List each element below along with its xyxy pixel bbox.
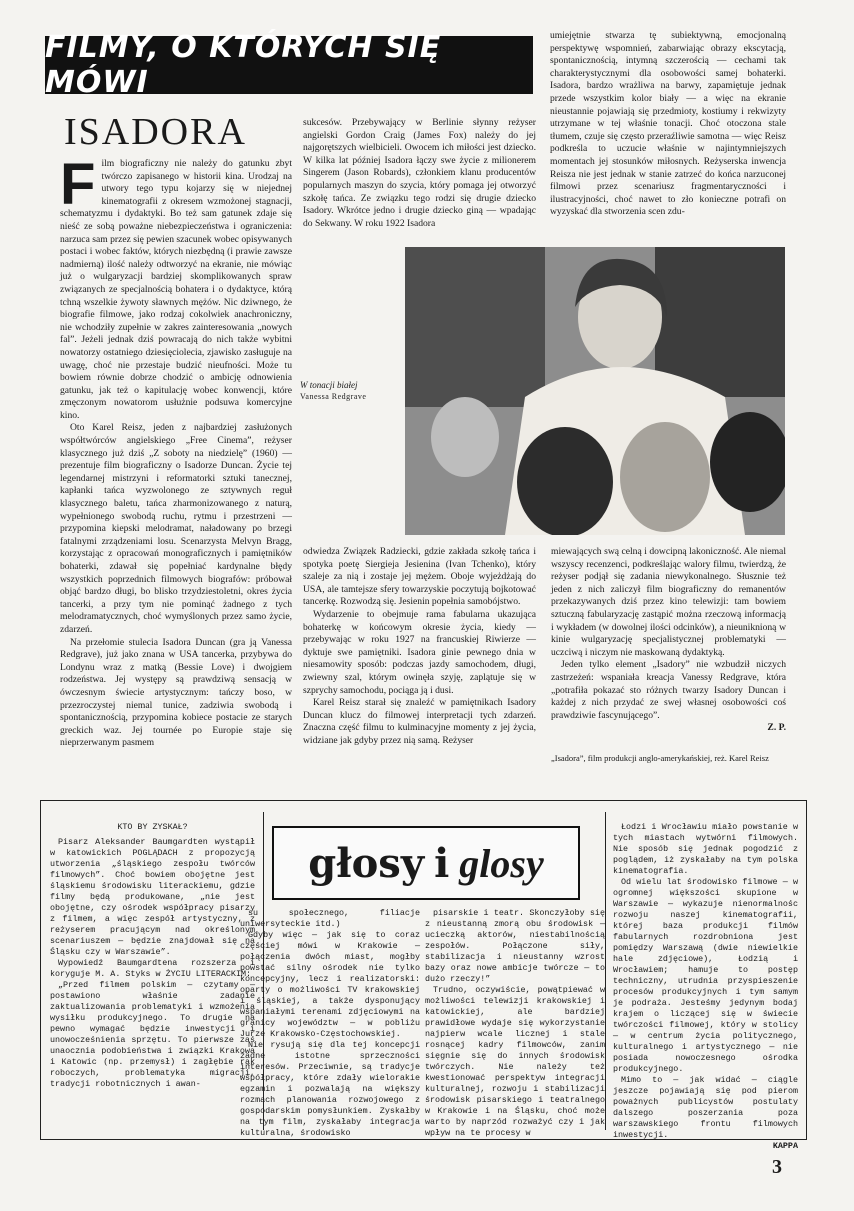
heading-word-2: i: [434, 839, 450, 887]
page-number: 3: [772, 1156, 782, 1178]
paragraph: Trudno, oczywiście, powątpiewać w możliwości telewizji krakowskiej i katowickiej, ale bardziej prawidłowe wydaje się wykorzystanie najpierw wcale licznej i stale rosnącej kadry filmowców, zanim sięgnie się do innych środowisk twórczych. Nie należy też kwestionować perspektyw integracji kulturalnej, rozwoju i stabilizacji środowisk pisarskiego i teatralnego w Krakowie i na Śląsku, choć może warto by naprzód rozważyć czy i jak wpływ na te procesy w: [425, 985, 605, 1138]
paragraph: Nie rysują się dla tej koncepcji żadne istotne sprzeczności interesów. Przeciwnie, są tradycje współpracy, które zdały wielorakie egzamin i pozwalają na większy rozmach planowania rozwojowego z gospodarskim pomysłunkiem. Zyskałby na tym film, zyskałaby integracja kulturalna, środowisko: [240, 1040, 420, 1138]
signature: Z. P.: [767, 722, 786, 734]
paragraph: Od wielu lat środowisko filmowe — w ogromnej większości skupione w Warszawie — wykazuje nienormalnośc rozwoju naszej kinematografii, której baza produkcji filmów fabularnych rozdrobniona jest pomiędzy Warszawą (dwie niewielkie hale zdjęciowe), Łodzią i Wrocławiem; hamuje to postęp techniczny, utrudnia przyspieszenie procesów produkcyjnych i tym samym je podraża. Jesteśmy jedynym bodaj krajem o liczącej się w świecie twórczości filmowej, który w stolicy — w centrum życia politycznego, kulturalnego i artystycznego — nie posiada nowoczesnego ośrodka produkcyjnego.: [613, 877, 798, 1074]
signature: KAPPA: [772, 1141, 798, 1151]
article-title: ISADORA: [64, 111, 247, 153]
film-credit: „Isadora”, film produkcji anglo-amerykańskiej, reż. Karel Reisz: [551, 752, 769, 763]
caption-name: Vanessa Redgrave: [300, 392, 367, 401]
caption-line: W tonacji białej: [300, 380, 358, 390]
drop-cap: F: [60, 152, 96, 217]
banner-text: FILMY, O KTÓRYCH SIĘ MÓWI: [45, 30, 442, 100]
box-column-2: [240, 908, 420, 1139]
glosy-heading: [272, 826, 580, 900]
box-column-3: [425, 908, 605, 1139]
box-column-heading: KTO BY ZYSKAŁ?: [117, 822, 188, 832]
box-column-4: [613, 822, 798, 1152]
paragraph: Gdyby więc — jak się to coraz częściej mówi w Krakowie — połączenia dwóch miast, mogłby powstać silny ośrodek nie tylko koncepcyjny, lecz i realizatorski: oparty o możliwości TV krakowskiej i śląskiej, a także dysponujący wspaniałymi terenami zdjęciowymi na granicy województw — w pobliżu Jurze Krakowsko-Częstochowskiej.: [240, 930, 420, 1039]
column-divider: [605, 812, 606, 1130]
paragraph: Łodzi i Wrocławiu miało powstanie w tych miastach wytwórni filmowych. Nie sposób się jednak pogodzić z poglądem, iż zyskałaby na tym polska kinematografia.: [613, 822, 798, 876]
paragraph: Na przełomie stulecia Isadora Duncan (gra ją Vanessa Redgrave), już jako znana w USA tancerka, przybywa do Londynu wraz z matką (Bessie Love) i dwojgiem rodzeństwa. Jej występy są prawdziwą sensacją w ówczesnym świecie artystycznym: tańczy boso, w przezroczystej niemal tunice, zadziwia swobodą i spontanicznością, przypomina kobiece postacie ze starych greckich waz. Jej tournée po Europie staje się nieprzerwanym pasmem: [60, 636, 292, 749]
paragraph: odwiedza Związek Radziecki, gdzie zakłada szkołę tańca i spotyka poetę Siergieja Jesienina (Ivan Tchenko), który szaleje za nią i zostaje jej mężem. Oboje wyjeżdżają do USA, ale tamtejsze sfery towarzyskie poczytują bojkotować tancerkę. Rozwodzą się. Jesienin popełnia samobójstwo.: [303, 546, 536, 608]
paragraph: pisarskie i teatr. Skonczyłoby się z nieustanną zmorą obu środowisk — ucieczką aktorów, niestabilnością zespołów. Połączone siły, stabilizacja i nieustanny wzrost bazy oraz nowe ambicje twórcze — to dużo rzeczy!”: [425, 908, 605, 984]
photo-illustration: [405, 247, 785, 535]
article-column-3-bottom: [551, 546, 786, 764]
paragraph: Karel Reisz starał się znaleźć w pamiętnikach Isadory Duncan klucz do filmowej interpretacji tych zdarzeń. Znaczna część filmu to kulminacyjne momenty z jej życia, widziane jak gdyby przez nią samą. Reżyser: [303, 697, 536, 746]
paragraph: umiejętnie stwarza tę subiektywną, emocjonalną perspektywę wspomnień, zabarwiając obrazy ekscytacją, spontanicznością, intymną szczerością — cechami tak charakterystycznymi dla osobowości samej bohaterki. Isadora, bardzo wrażliwa na barwy, zapamiętuje jednak przede wszystkim kolor biały — a więc na ekranie nieustannie pojawiają się przedmioty, kostiumy i rekwizyty utrzymane w tej właśnie tonacji. Choć otoczona stale tłumem, czuje się często przeraźliwie samotna — więc Reisz podkreśla to uczucie właśnie w najintymniejszych momentach jej stosunków miłosnych. Reżyserska inwencja Reisza nie jest jednak w stanie zatrzeć do końca narzuconej filmowi przez scenariusz fragmentaryczności i ilustracyjności, choć nawet to zło konieczne potrafi on wyzyskać dla stworzenia scen zdu-: [550, 30, 786, 218]
box-column-1: [50, 822, 255, 1090]
paragraph: Wypowiedź Baumgardtena rozszerza i koryguje M. A. Styks w ŻYCIU LITERACKIM:: [50, 958, 255, 979]
article-column-2-bottom: [303, 546, 536, 748]
film-still-photo: [405, 247, 785, 535]
photo-caption: [300, 380, 400, 402]
paragraph: Jeden tylko element „Isadory” nie wzbudził niczych zastrzeżeń: wspaniała kreacja Vanessy Redgrave, która „potrafiła pokazać sto różnych twarzy Isadory Duncan i każdej z nich przydać ze swej własnej osobowości coś prawdziwie fascynującego”.: [551, 659, 786, 721]
paragraph: miewających swą celną i dowcipną lakoniczność. Ale niemal wszyscy recenzenci, podkreślając walory filmu, twierdzą, że reżyser podjął się zadania niewykonalnego. Słusznie też jeden z nich zaliczył film biograficzny do remanentów przekazywanych dziś przez kino telewizji: tam bowiem sztuczną fabularyzację zastąpić można rzeczową informacją i wykładem (w dowolnej ilości odcinków), a nieuniknioną w kinie wulgaryzację specjalistycznej problematyki — uczciwą i niczym nie maskowaną dydaktyką.: [551, 546, 786, 658]
paragraph: Pisarz Aleksander Baumgardten wystąpił w katowickich POGLĄDACH z propozycją utworzenia „śląskiego zespołu twórców filmowych”. Choć bowiem obojętne jest śląskiemu środowisku literackiemu, gdzie filmy będą produkowane, „nie jest obojętne, czy ośrodek współpracy pisarzy z filmem, a więc zespół artystyczny, z reżyserem pracującym nad określonym scenariuszem — będzie znajdował się na Śląsku czy w Warszawie”.: [50, 837, 255, 957]
paragraph: sukcesów. Przebywający w Berlinie słynny reżyser angielski Gordon Craig (James Fox) należy do jej najgorętszych wielbicieli. Owocem ich miłości jest dziecko. W kilka lat później Isadora łączy swe życie z milionerem Singerem (Jason Robards), członkiem klanu producentów popularnych maszyn do szycia, który pomaga jej otworzyć szkołę tańca. Ze związku tego rodzi się drugie dziecko Isadory. Wkrótce jedno i drugie dziecko giną — wpadając do Sekwany. W roku 1922 Isadora: [303, 117, 536, 229]
article-column-2-top: [303, 117, 536, 230]
article-column-3-top: [550, 30, 786, 219]
heading-word-1: głosy: [308, 839, 425, 887]
paragraph: Film biograficzny nie należy do gatunku zbyt twórczo zapisanego w historii kina. Urodzaj na utwory tego typu kojarzy się w niejednej kinematografii z okresem wzmożonej stagnacji, schematyzmu i dydaktyki. Bo też sam gatunek zdaje się nieść ze sobą poważne niebezpieczeństwa i ograniczenia: narzuca sam przez się pewien szacunek wobec opisywanych postaci i wobec faktów, których niezbędną (i prawie zawsze nadmierną) ilość należy odtworzyć na ekranie, nie mówiąc już o wulgaryzacji bardziej skomplikowanych spraw związanych ze specjalnością bohatera i o dydaktyce, którą tchną wszelkie żywoty sławnych mężów. Nic dziwnego, że biografie filmowe, jako rodzaj cokolwiek anachroniczny, nie wchodziły zupełnie w zakres zainteresowania „nowych fal”. Jeżeli jednak dziś powracają do nich także wybitni nowatorzy ostatniego dziesięciolecia, zjawisko zasługuje na uwagę, choć nie przestaje budzić nieufności. Może tu bowiem równie dobrze chodzić o ambicję odnowienia gatunku, jak też o kapitulację wobec konwencji, które zmęczonym nowatorom usłużnie podsuwa komercyjne kino.: [60, 152, 293, 421]
heading-word-3: glosy: [459, 840, 544, 886]
paragraph: „Przed filmem polskim — czytamy — postawiono właśnie zadanie zaktualizowania problematyki i wzmożenia wysiłku produkcyjnego. To drugie na pewno wymagać będzie inwestycji i unowocześnienia sprzętu. To pierwsze zaś unaocznia podobieństwa i związki Krakowa i Katowic (np. przemysł) i zagłębie rąk roboczych, problematyka migracji, tradycji robotnicznych i awan-: [50, 980, 255, 1089]
paragraph: Wydarzenie to obejmuje rama fabularna ukazująca bohaterkę w końcowym okresie życia, kiedy — przebywając w roku 1927 na francuskiej Riwierze — dyktuje swe pamiętniki. Isadora ginie pewnego dnia w niesamowity sposób: podczas jazdy samochodem, długi, zwiewny szal, którym owinęła szyję, zaplątuje się w szprychy samochodu, pociąga ją i dusi.: [303, 608, 536, 696]
paragraph: su społecznego, filiacje uniwersyteckie itd.): [240, 908, 420, 929]
article-column-1: [60, 152, 293, 750]
paragraph: Mimo to — jak widać — ciągle jeszcze pojawiają się pod pierom poważnych publicystów postulaty dalszego poszerzania poza warszawskiego frontu filmowych inwestycji.: [613, 1075, 798, 1140]
section-banner: [45, 30, 533, 100]
paragraph: Oto Karel Reisz, jeden z najbardziej zasłużonych współtwórców angielskiego „Free Cinema”, reżyser klasycznego już dziś „Z soboty na niedzielę” (1960) — prezentuje film biograficzny o Isadorze Duncan. Życie tej legendarnej mistrzyni i reformatorki sztuki tanecznej, kapłanki tańca wyzwolonego ze sztywnych reguł klasycznego baletu, tańca zharmonizowanego z naturą, wypełnionego swobodą ruchu, rytmu i przestrzeni — przypomina kiepski melodramat, naładowany po brzegi fatalnymi zrządzeniami losu. Scenarzysta Melvyn Bragg, korzystając z opracowań monograficznych i pamiętników bohaterki, zdawał się popełniać kardynalne błędy wszystkich poprzednich filmowych biografów: próbował objąć bardzo długi, bo blisko trzydziestoletni, okres życia tancerki, a przy tym nie pominąć żadnego z tych melodramatycznych, choć wymyślonych przez samo życie, zdarzeń.: [60, 422, 292, 635]
